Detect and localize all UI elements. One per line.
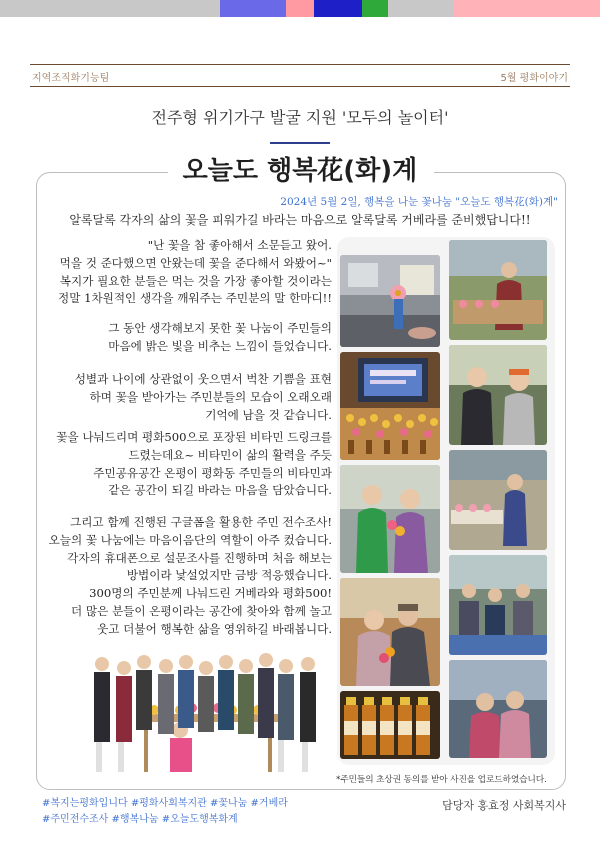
text-line: "난 꽃을 참 좋아해서 소문듣고 왔어. [147, 238, 332, 252]
article-subtitle: 전주형 위기가구 발굴 지원 '모두의 놀이터' [151, 108, 449, 127]
photo-vitamin-drink-display [340, 352, 440, 460]
hashtags-line-1: #복지는평화입니다 #평화사회복지관 #꽃나눔 #거베라 [42, 798, 288, 809]
text-line: 마음에 밝은 빛을 비추는 느낌이 들었습니다. [108, 338, 332, 353]
text-line: 드렸는데요~ 비타민이 삶의 활력을 주듯 [128, 447, 332, 462]
stripe-segment [220, 0, 286, 17]
text-line: 300명의 주민분께 나눠드린 거베라와 평화500! [89, 586, 332, 601]
text-line: 그 동안 생각해보지 못한 꽃 나눔이 주민들의 [108, 321, 332, 335]
paragraph-3 [40, 371, 332, 424]
text-line: 복지가 필요한 분들은 먹는 것을 가장 좋아할 것이라는 [59, 273, 332, 288]
intro-line: 알록달록 각자의 삶의 꽃을 피워가길 바라는 마음으로 알록달록 거베라를 준비했답니다!! [69, 213, 531, 227]
text-line: 방법이라 낯설었지만 금방 적응했습니다. [126, 568, 332, 583]
team-label: 지역조직화기능팀 [32, 73, 110, 84]
top-color-stripe [0, 0, 600, 17]
text-line: 같은 공간이 되길 바라는 마음을 담았습니다. [108, 483, 332, 498]
text-line: 성별과 나이에 상관없이 웃으면서 벅찬 기쁨을 표현 [74, 372, 332, 386]
manager-credit: 담당자 홍효정 사회복지사 [442, 799, 566, 812]
photo-market-stall [449, 450, 547, 550]
text-line: 꽃을 나눠드리며 평화500으로 포장된 비타민 드링크를 [56, 430, 332, 444]
article-title: 오늘도 행복花(화)계 [182, 156, 418, 186]
section-label: 5월 평화이야기 [500, 73, 568, 84]
photo-man-and-woman [449, 345, 547, 445]
paragraph-1 [40, 237, 332, 308]
photo-residents-with-flowers [340, 465, 440, 573]
stripe-segment [110, 0, 220, 17]
subtitle-underline [270, 142, 330, 144]
photo-group-at-table [449, 555, 547, 655]
photo-outdoor-table [449, 240, 547, 340]
text-line: 더 많은 분들이 온평이라는 공간에 찾아와 함께 놀고 [71, 603, 332, 618]
photo-vitamin-bottles [340, 691, 440, 759]
text-line: 오늘의 꽃 나눔에는 마음이음단의 역할이 아주 컸습니다. [48, 532, 332, 547]
paragraph-4 [40, 429, 332, 500]
photo-group-portrait [82, 648, 332, 790]
stripe-segment [0, 0, 110, 17]
header-top-rule [30, 64, 570, 65]
stripe-segment [286, 0, 314, 17]
photo-couple-with-bouquet [340, 578, 440, 686]
stripe-segment [388, 0, 454, 17]
portrait-consent-caption: *주민들의 초상권 동의를 받아 사진을 업로드하였습니다. [336, 775, 547, 785]
text-line: 하며 꽃을 받아가는 주민분들의 모습이 오래오래 [89, 389, 332, 404]
text-line: 그리고 함께 진행된 구글폼을 활용한 주민 전수조사! [70, 515, 332, 529]
header-bottom-rule [30, 86, 570, 87]
text-line: 기억에 남을 것 같습니다. [205, 407, 332, 422]
photo-women-indoors [449, 660, 547, 758]
stripe-segment [362, 0, 388, 17]
text-line: 웃고 더불어 행복한 삶을 영위하길 바래봅니다. [97, 621, 332, 636]
paragraph-5 [40, 514, 332, 639]
event-date-line: 2024년 5월 2일, 행복을 나눈 꽃나눔 "오늘도 행복花(화)계" [280, 196, 558, 208]
text-line: 각자의 휴대폰으로 설문조사를 진행하며 처음 해보는 [67, 550, 332, 565]
text-line: 주민공유공간 온평이 평화동 주민들의 비타민과 [93, 465, 332, 480]
text-line: 먹을 것 준다했으면 안왔는데 꽃을 준다해서 와봤어~" [59, 255, 332, 270]
text-line: 정말 1차원적인 생각을 깨워주는 주민분의 말 한마디!! [58, 291, 332, 306]
hashtags-line-2: #주민전수조사 #행복나눔 #오늘도행복화계 [42, 814, 238, 825]
stripe-segment [454, 0, 600, 17]
paragraph-2 [40, 320, 332, 356]
stripe-segment [314, 0, 362, 17]
photo-flower-handout [340, 255, 440, 347]
